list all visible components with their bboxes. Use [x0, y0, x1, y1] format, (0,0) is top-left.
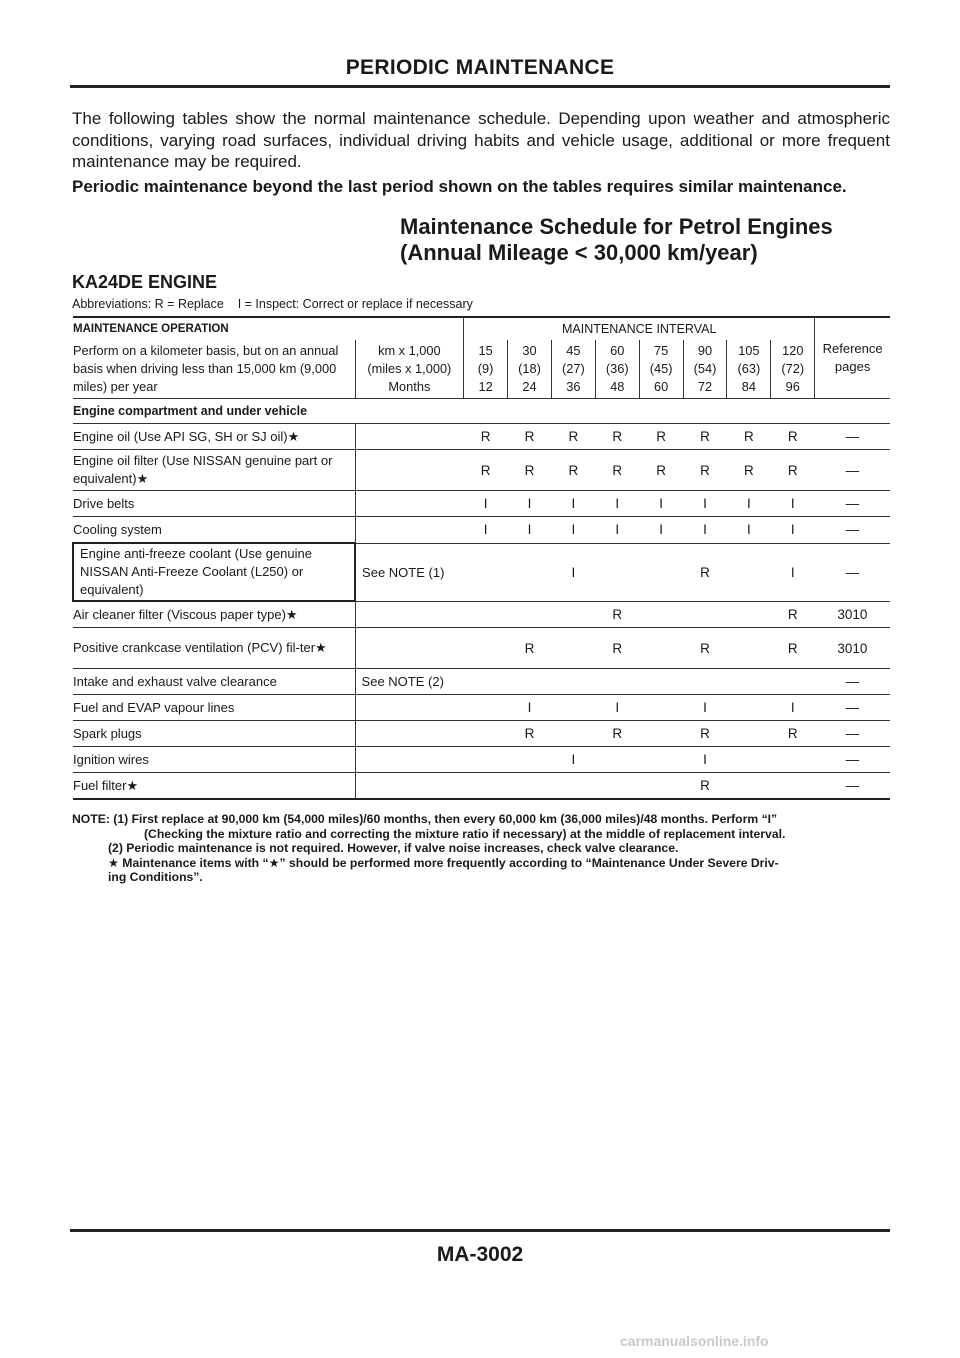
section-title	[400, 214, 890, 266]
page-header-title: PERIODIC MAINTENANCE	[345, 56, 615, 79]
interval-value-cell	[595, 543, 639, 601]
interval-months: 60	[654, 379, 669, 394]
interval-column-5	[683, 340, 727, 399]
interval-value-cell: R	[464, 424, 508, 450]
interval-value-cell: I	[551, 517, 595, 544]
note-cell	[355, 773, 464, 800]
interval-value-cell: R	[771, 601, 815, 628]
interval-months: 24	[522, 379, 537, 394]
interval-value-cell	[727, 773, 771, 800]
note-cell	[355, 628, 464, 669]
interval-value-cell: I	[771, 491, 815, 517]
interval-value-cell	[683, 669, 727, 695]
interval-value-cell	[595, 747, 639, 773]
interval-value-cell	[551, 695, 595, 721]
interval-months: 48	[610, 379, 625, 394]
interval-value-cell	[727, 721, 771, 747]
interval-value-cell	[551, 601, 595, 628]
interval-value-cell: I	[464, 491, 508, 517]
abbreviations-line: Abbreviations: R = Replace I = Inspect: Correct or replace if necessary	[72, 297, 473, 311]
interval-value-cell: I	[771, 517, 815, 544]
interval-value-cell	[727, 628, 771, 669]
footer-rule	[70, 1229, 890, 1232]
interval-value-cell	[464, 721, 508, 747]
interval-value-cell: R	[464, 450, 508, 491]
maintenance-operation-header: MAINTENANCE OPERATION	[73, 317, 464, 340]
interval-value-cell: R	[727, 424, 771, 450]
table-row	[73, 628, 890, 669]
interval-months: 84	[741, 379, 756, 394]
interval-column-7	[771, 340, 815, 399]
interval-value-cell	[639, 747, 683, 773]
interval-value-cell	[727, 695, 771, 721]
note-cell: See NOTE (2)	[355, 669, 464, 695]
page-number: MA-3002	[436, 1243, 524, 1266]
interval-value-cell: I	[551, 491, 595, 517]
interval-value-cell: I	[727, 491, 771, 517]
interval-value-cell: I	[595, 491, 639, 517]
reference-cell: 3010	[815, 628, 890, 669]
table-row	[73, 669, 890, 695]
interval-column-0	[464, 340, 508, 399]
interval-value-cell: R	[551, 424, 595, 450]
maintenance-interval-header: MAINTENANCE INTERVAL	[464, 317, 815, 340]
interval-value-cell	[595, 669, 639, 695]
operation-cell: Spark plugs	[73, 721, 355, 747]
interval-value-cell	[508, 543, 552, 601]
interval-value-cell	[639, 601, 683, 628]
interval-km: 45	[566, 343, 581, 358]
interval-value-cell	[639, 669, 683, 695]
interval-value-cell: R	[771, 450, 815, 491]
note-line-5: ing Conditions”.	[108, 870, 203, 885]
interval-miles: (45)	[649, 361, 673, 376]
interval-value-cell: R	[595, 628, 639, 669]
reference-cell: —	[815, 695, 890, 721]
interval-value-cell: R	[683, 450, 727, 491]
reference-cell: —	[815, 517, 890, 544]
table-header-row	[73, 317, 890, 340]
note-cell	[355, 517, 464, 544]
interval-miles: (36)	[605, 361, 629, 376]
operation-cell: Air cleaner filter (Viscous paper type)★	[73, 601, 355, 628]
interval-value-cell	[551, 721, 595, 747]
reference-cell: —	[815, 669, 890, 695]
interval-value-cell	[508, 773, 552, 800]
note-cell	[355, 450, 464, 491]
interval-value-cell	[727, 601, 771, 628]
reference-cell: —	[815, 747, 890, 773]
interval-value-cell	[551, 669, 595, 695]
category-label: Engine compartment and under vehicle	[73, 399, 890, 424]
interval-value-cell: R	[683, 721, 727, 747]
interval-value-cell	[551, 773, 595, 800]
interval-value-cell: R	[508, 424, 552, 450]
note-line-2: (Checking the mixture ratio and correcting the mixture ratio if necessary) at the middle of replacement interval.	[144, 826, 786, 841]
note-cell	[355, 424, 464, 450]
interval-value-cell: I	[683, 517, 727, 544]
interval-value-cell: I	[727, 517, 771, 544]
interval-value-cell	[464, 628, 508, 669]
interval-value-cell: I	[508, 491, 552, 517]
operation-cell: Fuel and EVAP vapour lines	[73, 695, 355, 721]
operation-cell: Intake and exhaust valve clearance	[73, 669, 355, 695]
interval-value-cell	[771, 747, 815, 773]
operation-cell: Engine oil filter (Use NISSAN genuine part or equivalent)★	[73, 450, 355, 491]
interval-value-cell	[464, 747, 508, 773]
interval-value-cell	[727, 747, 771, 773]
interval-value-cell	[508, 601, 552, 628]
interval-value-cell: I	[464, 517, 508, 544]
interval-value-cell: I	[771, 695, 815, 721]
interval-column-4	[639, 340, 683, 399]
interval-value-cell: R	[508, 628, 552, 669]
interval-value-cell	[639, 773, 683, 800]
note-line-3: (2) Periodic maintenance is not required. However, if valve noise increases, check valve clearance.	[108, 841, 679, 856]
interval-value-cell: R	[683, 773, 727, 800]
interval-value-cell	[464, 695, 508, 721]
interval-value-cell	[639, 628, 683, 669]
interval-miles: (27)	[561, 361, 585, 376]
intro-bold-note: Periodic maintenance beyond the last period shown on the tables requires similar maintenance.	[72, 177, 847, 196]
interval-value-cell	[639, 721, 683, 747]
interval-value-cell: R	[771, 424, 815, 450]
reference-cell: —	[815, 773, 890, 800]
interval-value-cell: I	[683, 491, 727, 517]
interval-value-cell: R	[595, 601, 639, 628]
interval-value-cell: R	[771, 721, 815, 747]
reference-cell: —	[815, 491, 890, 517]
interval-value-cell: I	[508, 695, 552, 721]
interval-value-cell	[508, 747, 552, 773]
interval-column-1	[508, 340, 552, 399]
reference-cell: —	[815, 543, 890, 601]
operation-cell: Positive crankcase ventilation (PCV) fil-ter★	[73, 628, 355, 669]
interval-value-cell: R	[595, 450, 639, 491]
reference-cell: —	[815, 721, 890, 747]
table-row	[73, 695, 890, 721]
interval-value-cell	[464, 543, 508, 601]
operation-cell: Drive belts	[73, 491, 355, 517]
interval-column-6	[727, 340, 771, 399]
interval-value-cell: I	[551, 747, 595, 773]
interval-value-cell: I	[683, 695, 727, 721]
interval-value-cell	[727, 669, 771, 695]
interval-value-cell	[727, 543, 771, 601]
interval-units	[355, 340, 464, 399]
interval-value-cell	[771, 669, 815, 695]
interval-value-cell: I	[595, 695, 639, 721]
table-row	[73, 543, 890, 601]
header-rule	[70, 85, 890, 88]
interval-value-cell: R	[683, 424, 727, 450]
interval-months: 12	[478, 379, 493, 394]
table-row	[73, 721, 890, 747]
watermark-text: carmanualsonline.info	[620, 1333, 769, 1349]
interval-miles: (72)	[781, 361, 805, 376]
reference-cell: 3010	[815, 601, 890, 628]
interval-value-cell: R	[595, 721, 639, 747]
interval-value-cell	[639, 543, 683, 601]
interval-value-cell	[639, 695, 683, 721]
note-cell	[355, 601, 464, 628]
interval-km: 120	[782, 343, 804, 358]
interval-miles: (54)	[693, 361, 717, 376]
interval-miles: (63)	[737, 361, 761, 376]
operation-cell: Fuel filter★	[73, 773, 355, 800]
interval-value-cell	[683, 601, 727, 628]
note-cell: See NOTE (1)	[355, 543, 464, 601]
interval-value-cell	[771, 773, 815, 800]
reference-cell: —	[815, 424, 890, 450]
interval-column-2	[551, 340, 595, 399]
operation-cell: Cooling system	[73, 517, 355, 544]
interval-km: 75	[654, 343, 669, 358]
interval-miles: (18)	[518, 361, 541, 376]
notes-block	[72, 812, 892, 885]
interval-value-cell	[464, 773, 508, 800]
interval-value-cell: I	[683, 747, 727, 773]
note-cell	[355, 491, 464, 517]
table-row	[73, 517, 890, 544]
interval-value-cell: R	[683, 628, 727, 669]
interval-value-cell: R	[727, 450, 771, 491]
table-row	[73, 773, 890, 800]
interval-months: 96	[785, 379, 800, 394]
table-row	[73, 450, 890, 491]
interval-value-cell: R	[771, 628, 815, 669]
interval-months: 72	[697, 379, 713, 394]
interval-value-cell	[464, 669, 508, 695]
table-row	[73, 424, 890, 450]
section-title-line2: (Annual Mileage < 30,000 km/year)	[400, 240, 758, 265]
interval-km: 90	[697, 343, 713, 358]
note-cell	[355, 721, 464, 747]
reference-pages-header: Reference pages	[815, 317, 890, 399]
interval-value-cell: I	[551, 543, 595, 601]
interval-value-cell: R	[551, 450, 595, 491]
table-row	[73, 491, 890, 517]
reference-cell: —	[815, 450, 890, 491]
note-cell	[355, 695, 464, 721]
interval-value-cell: I	[639, 491, 683, 517]
interval-value-cell: R	[639, 450, 683, 491]
basis-text: Perform on a kilometer basis, but on an annual basis when driving less than 15,000 km (9,000 miles) per year	[73, 343, 339, 394]
interval-km: 15	[478, 343, 493, 358]
intro-paragraph: The following tables show the normal maintenance schedule. Depending upon weather and atmospheric conditions, varying road surfaces, individual driving habits and vehicle usage, additional or more frequent maintenance may be required.	[72, 109, 890, 171]
interval-value-cell: R	[639, 424, 683, 450]
interval-km: 30	[522, 343, 537, 358]
interval-value-cell: I	[771, 543, 815, 601]
table-row	[73, 601, 890, 628]
interval-value-cell: R	[595, 424, 639, 450]
engine-title: KA24DE ENGINE	[72, 272, 218, 292]
interval-value-cell: I	[508, 517, 552, 544]
note-line-4: ★ Maintenance items with “★” should be performed more frequently according to “Maintenance Under Severe Driv-	[108, 855, 779, 870]
note-cell	[355, 747, 464, 773]
maintenance-table	[72, 316, 890, 800]
section-title-line1: Maintenance Schedule for Petrol Engines	[400, 214, 833, 239]
interval-value-cell	[464, 601, 508, 628]
operation-cell: Engine oil (Use API SG, SH or SJ oil)★	[73, 424, 355, 450]
table-subheader-row	[73, 340, 890, 399]
note-line-1: NOTE: (1) First replace at 90,000 km (54,000 miles)/60 months, then every 60,000 km (36,000 miles)/48 months. Perform “I”	[72, 812, 778, 826]
interval-value-cell: R	[508, 450, 552, 491]
interval-value-cell: R	[683, 543, 727, 601]
interval-value-cell: I	[595, 517, 639, 544]
interval-value-cell: R	[508, 721, 552, 747]
operation-cell: Engine anti-freeze coolant (Use genuine NISSAN Anti-Freeze Coolant (L250) or equivalent)	[73, 543, 355, 601]
table-row	[73, 747, 890, 773]
operation-cell: Ignition wires	[73, 747, 355, 773]
interval-miles: (9)	[477, 361, 494, 376]
unit-miles: (miles x 1,000)	[367, 361, 452, 376]
interval-km: 105	[738, 343, 760, 358]
unit-km: km x 1,000	[378, 343, 441, 358]
interval-value-cell	[551, 628, 595, 669]
unit-months: Months	[388, 379, 431, 394]
interval-months: 36	[566, 379, 581, 394]
interval-value-cell: I	[639, 517, 683, 544]
interval-km: 60	[610, 343, 625, 358]
interval-value-cell	[508, 669, 552, 695]
interval-column-3	[595, 340, 639, 399]
interval-value-cell	[595, 773, 639, 800]
category-row	[73, 399, 890, 424]
